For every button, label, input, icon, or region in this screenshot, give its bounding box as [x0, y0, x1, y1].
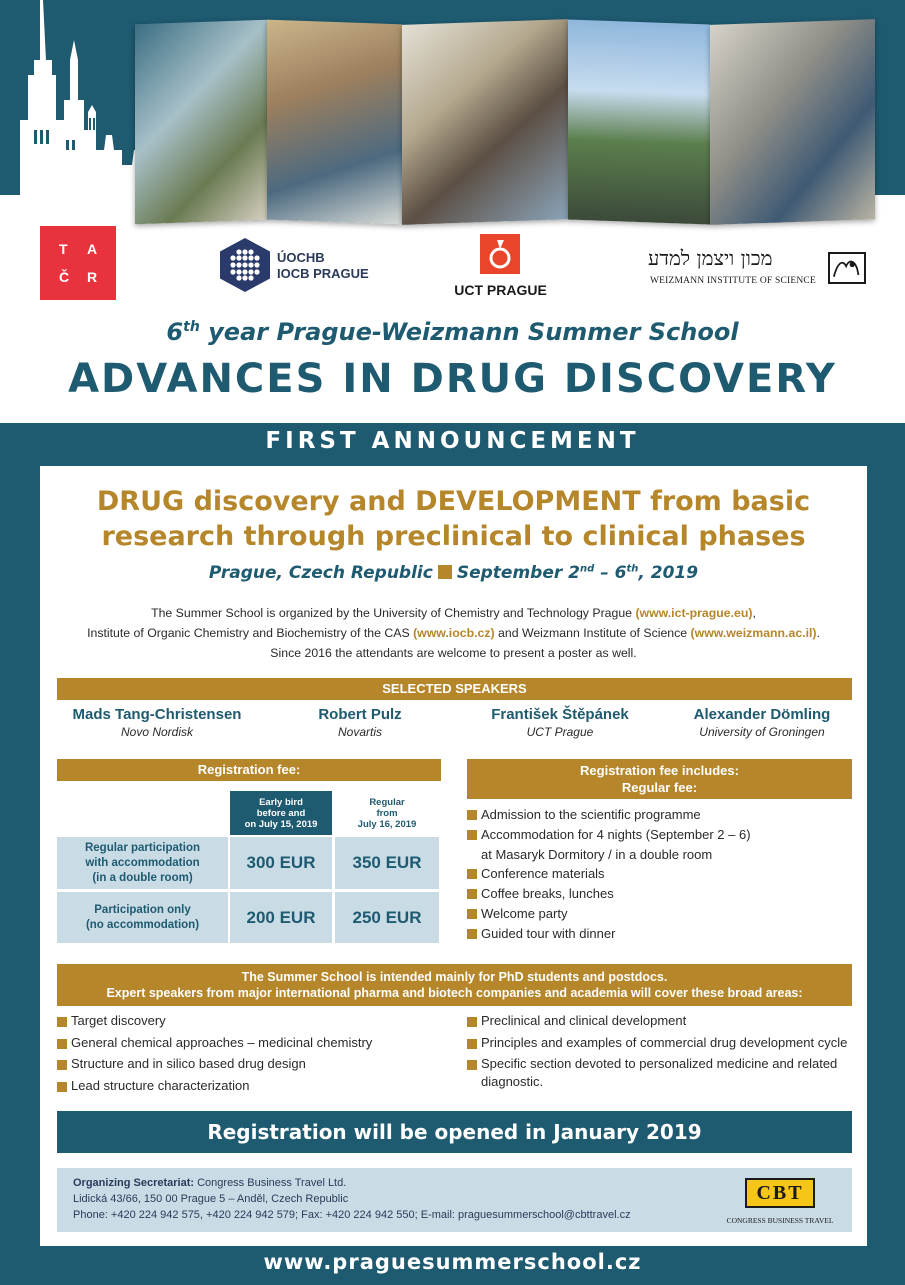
list-item: Accommodation for 4 nights (September 2 – 6) — [467, 825, 857, 845]
speaker — [280, 706, 440, 739]
intro-line — [40, 603, 867, 623]
event-location: Prague, Czech Republic — [208, 563, 433, 583]
speaker-affiliation: University of Groningen — [699, 725, 825, 739]
header-line: before and — [256, 807, 306, 819]
tacr-letter: A — [87, 241, 98, 257]
speaker-name: Mads Tang-Christensen — [72, 706, 242, 723]
list-item: Structure and in silico based drug design — [57, 1055, 457, 1073]
list-item: Welcome party — [467, 904, 857, 924]
photo-group-prague-castle — [568, 20, 710, 225]
uct-name: UCT PRAGUE — [454, 282, 547, 298]
intro-text-part: The Summer School is organized by the University of Chemistry and Technology Prague — [151, 606, 636, 620]
date-start: September 2 — [456, 563, 580, 583]
speaker-name: Robert Pulz — [318, 706, 402, 723]
label-line: (in a double room) — [92, 871, 193, 884]
speaker — [672, 706, 852, 739]
intro-line: Since 2016 the attendants are welcome to present a poster as well. — [270, 646, 637, 660]
audience-line: The Summer School is intended mainly for PhD students and postdocs. — [241, 970, 668, 984]
includes-heading — [467, 759, 852, 799]
weizmann-english-name: WEIZMANN INSTITUTE OF SCIENCE — [650, 276, 816, 286]
includes-heading-line: Regular fee: — [621, 780, 698, 795]
intro-text — [40, 603, 867, 663]
uct-logo — [443, 234, 558, 300]
secretariat-address: Lidická 43/66, 150 00 Prague 5 – Anděl, Czech Republic — [73, 1193, 349, 1205]
speaker-name: Alexander Dömling — [693, 706, 831, 723]
photo-students-lab — [135, 20, 267, 225]
event-place-date — [40, 563, 867, 583]
fee-regular-price: 350 EUR — [335, 837, 439, 889]
includes-heading-line: Registration fee includes: — [580, 763, 739, 778]
list-item: Target discovery — [57, 1012, 457, 1030]
areas-list-right — [467, 1012, 857, 1095]
label-line: (no accommodation) — [85, 918, 200, 931]
cbt-logo — [717, 1176, 837, 1228]
list-item: Coffee breaks, lunches — [467, 884, 857, 904]
weizmann-emblem-icon — [828, 252, 866, 284]
header-line: on July 15, 2019 — [244, 818, 318, 830]
event-headline — [40, 484, 867, 554]
iocb-hexagon-icon — [220, 238, 270, 292]
iocb-name-czech: ÚOCHB — [277, 250, 325, 265]
photo-discussion — [710, 19, 875, 225]
intro-text-part: , — [752, 606, 756, 620]
speaker-affiliation: Novo Nordisk — [120, 725, 194, 739]
date-end: – 6 — [594, 563, 627, 583]
intro-text-part: and Weizmann Institute of Science — [494, 626, 691, 640]
intro-line — [40, 623, 867, 643]
speaker-name: František Štěpánek — [491, 706, 629, 723]
speaker — [57, 706, 257, 739]
tacr-letter: T — [59, 241, 68, 257]
square-bullet-icon — [438, 565, 452, 579]
intro-text-part: Institute of Organic Chemistry and Biochemistry of the CAS — [87, 626, 414, 640]
speaker-affiliation: UCT Prague — [526, 725, 594, 739]
list-item: Guided tour with dinner — [467, 924, 857, 944]
fee-table — [57, 789, 441, 945]
tacr-letter: Č — [59, 269, 70, 285]
edition-subtitle — [0, 318, 905, 346]
headline-line: DRUG discovery and DEVELOPMENT from basic — [96, 486, 811, 517]
weizmann-hebrew-name: מכון ויצמן למדע — [648, 246, 773, 270]
list-item: Lead structure characterization — [57, 1077, 457, 1095]
fee-regular-price: 250 EUR — [335, 892, 439, 943]
iocb-logo — [220, 238, 380, 294]
header-line: Regular — [369, 796, 405, 808]
list-item: Conference materials — [467, 864, 857, 884]
secretariat-name: Congress Business Travel Ltd. — [194, 1177, 347, 1189]
iocb-name-english: IOCB PRAGUE — [277, 266, 369, 281]
list-item: Specific section devoted to personalized medicine and related diagnostic. — [467, 1055, 857, 1091]
cbt-logo-mark: CBT — [745, 1178, 815, 1208]
list-item: Admission to the scientific programme — [467, 805, 857, 825]
fee-row-label — [57, 837, 228, 889]
headline-line: research through preclinical to clinical phases — [101, 521, 806, 552]
secretariat-contact[interactable]: Phone: +420 224 942 575, +420 224 942 579; Fax: +420 224 942 550; E-mail: praguesummerschool@cbttravel.cz — [73, 1209, 631, 1221]
header-line: July 16, 2019 — [357, 818, 417, 830]
photo-lecture-hall — [402, 19, 568, 225]
fee-early-price: 200 EUR — [230, 892, 332, 943]
website-link[interactable]: www.praguesummerschool.cz — [263, 1250, 642, 1274]
audience-heading — [57, 964, 852, 1006]
label-line: Regular participation — [84, 841, 201, 854]
fee-row-label — [57, 892, 228, 943]
list-item: Preclinical and clinical development — [467, 1012, 857, 1030]
secretariat-label: Organizing Secretariat: — [73, 1177, 195, 1189]
speakers-heading: SELECTED SPEAKERS — [57, 678, 852, 700]
date-suffix: nd — [580, 563, 595, 575]
fee-heading: Registration fee: — [57, 759, 441, 781]
date-year: , 2019 — [638, 563, 699, 583]
edition-text: year Prague-Weizmann Summer School — [199, 318, 739, 346]
list-item: Principles and examples of commercial drug development cycle — [467, 1034, 857, 1052]
ict-link[interactable]: (www.ict-prague.eu) — [635, 606, 753, 620]
intro-text-part: . — [816, 626, 820, 640]
header-line: Early bird — [259, 796, 303, 808]
prague-skyline-illustration — [0, 0, 150, 215]
uct-mark-icon — [480, 234, 520, 274]
areas-list-left — [57, 1012, 457, 1098]
audience-line: Expert speakers from major international pharma and biotech companies and academia will cover these broad areas: — [106, 986, 803, 1000]
cbt-logo-name: CONGRESS BUSINESS TRAVEL — [726, 1216, 834, 1225]
weizmann-logo — [648, 246, 870, 288]
secretariat-heading — [73, 1177, 346, 1189]
list-item: General chemical approaches – medicinal chemistry — [57, 1034, 457, 1052]
page-title: ADVANCES IN DRUG DISCOVERY — [68, 356, 837, 402]
header-line: from — [376, 807, 398, 819]
edition-number: 6 — [166, 318, 184, 346]
tacr-logo — [40, 226, 116, 300]
column-header-regular — [335, 791, 439, 835]
registration-notice: Registration will be opened in January 2019 — [57, 1111, 852, 1153]
photo-strip — [135, 22, 875, 222]
edition-suffix: th — [183, 319, 200, 335]
speaker — [470, 706, 650, 739]
announcement-heading: FIRST ANNOUNCEMENT — [265, 428, 640, 454]
label-line: Participation only — [94, 903, 191, 916]
iocb-link[interactable]: (www.iocb.cz) — [413, 626, 495, 640]
fee-early-price: 300 EUR — [230, 837, 332, 889]
list-item-continuation: at Masaryk Dormitory / in a double room — [481, 846, 713, 862]
weizmann-link[interactable]: (www.weizmann.ac.il) — [690, 626, 817, 640]
tacr-letter: R — [87, 269, 98, 285]
speaker-affiliation: Novartis — [337, 725, 382, 739]
photo-poster-session — [267, 20, 402, 225]
date-suffix: th — [626, 563, 639, 575]
includes-list — [467, 805, 857, 944]
label-line: with accommodation — [85, 856, 200, 869]
column-header-early-bird — [230, 791, 332, 835]
secretariat-box — [57, 1168, 852, 1232]
